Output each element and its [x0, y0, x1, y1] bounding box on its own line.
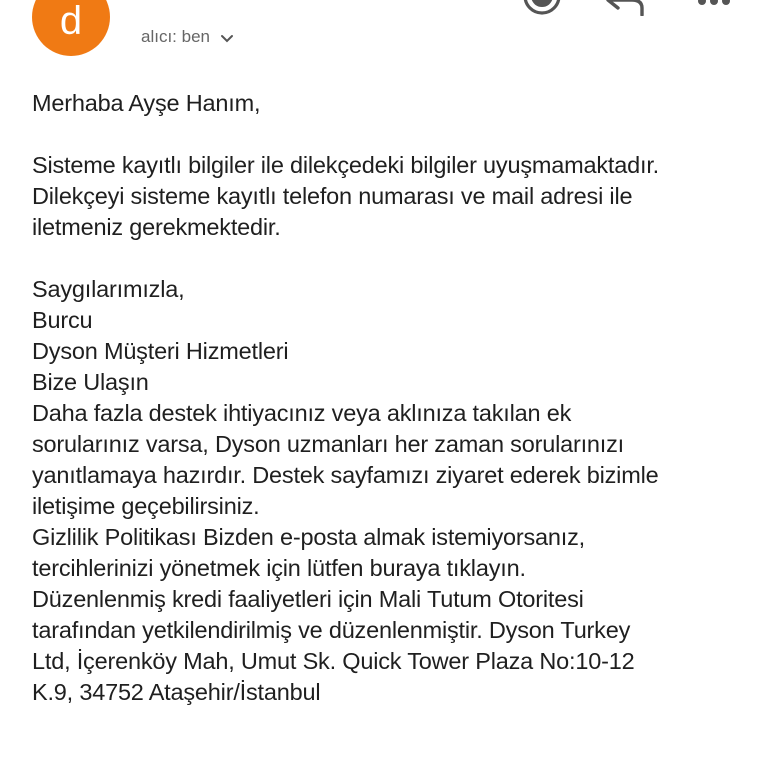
footer-line: iletişime geçebilirsiniz.	[32, 493, 260, 519]
body-line: Sisteme kayıtlı bilgiler ile dilekçedeki bilgiler uyuşmamaktadır.	[32, 152, 659, 178]
emoji-reaction-icon[interactable]	[522, 0, 562, 20]
reply-icon[interactable]	[604, 0, 648, 16]
greeting: Merhaba Ayşe Hanım,	[32, 90, 261, 116]
body-line: iletmeniz gerekmektedir.	[32, 214, 281, 240]
email-body	[32, 86, 752, 708]
footer-line: sorularınız varsa, Dyson uzmanları her zaman sorularınızı	[32, 431, 625, 457]
footer-line: Daha fazla destek ihtiyacınız veya aklınıza takılan ek	[32, 400, 572, 426]
privacy-policy-line[interactable]: Gizlilik Politikası Bizden e-posta almak istemiyorsanız,	[32, 524, 585, 550]
signature-name: Burcu	[32, 307, 93, 333]
sender-avatar[interactable]	[32, 0, 110, 56]
signature-team: Dyson Müşteri Hizmetleri	[32, 338, 289, 364]
footer-line: Düzenlenmiş kredi faaliyetleri için Mali Tutum Otoritesi	[32, 586, 584, 612]
body-line: Dilekçeyi sisteme kayıtlı telefon numarası ve mail adresi ile	[32, 183, 633, 209]
email-header	[0, 0, 768, 70]
signature-closing: Saygılarımızla,	[32, 276, 185, 302]
footer-line: K.9, 34752 Ataşehir/İstanbul	[32, 679, 321, 705]
more-options-icon[interactable]	[694, 0, 734, 8]
contact-us-link[interactable]: Bize Ulaşın	[32, 369, 149, 395]
recipient-label: alıcı: ben	[141, 27, 210, 46]
chevron-down-icon	[220, 32, 234, 46]
footer-line: tarafından yetkilendirilmiş ve düzenlenmiştir. Dyson Turkey	[32, 617, 631, 643]
avatar-letter: d	[59, 0, 83, 43]
recipient-details-toggle[interactable]	[141, 27, 234, 47]
unsubscribe-line[interactable]: tercihlerinizi yönetmek için lütfen buraya tıklayın.	[32, 555, 526, 581]
footer-line: Ltd, İçerenköy Mah, Umut Sk. Quick Tower Plaza No:10-12	[32, 648, 635, 674]
footer-line: yanıtlamaya hazırdır. Destek sayfamızı ziyaret ederek bizimle	[32, 462, 659, 488]
